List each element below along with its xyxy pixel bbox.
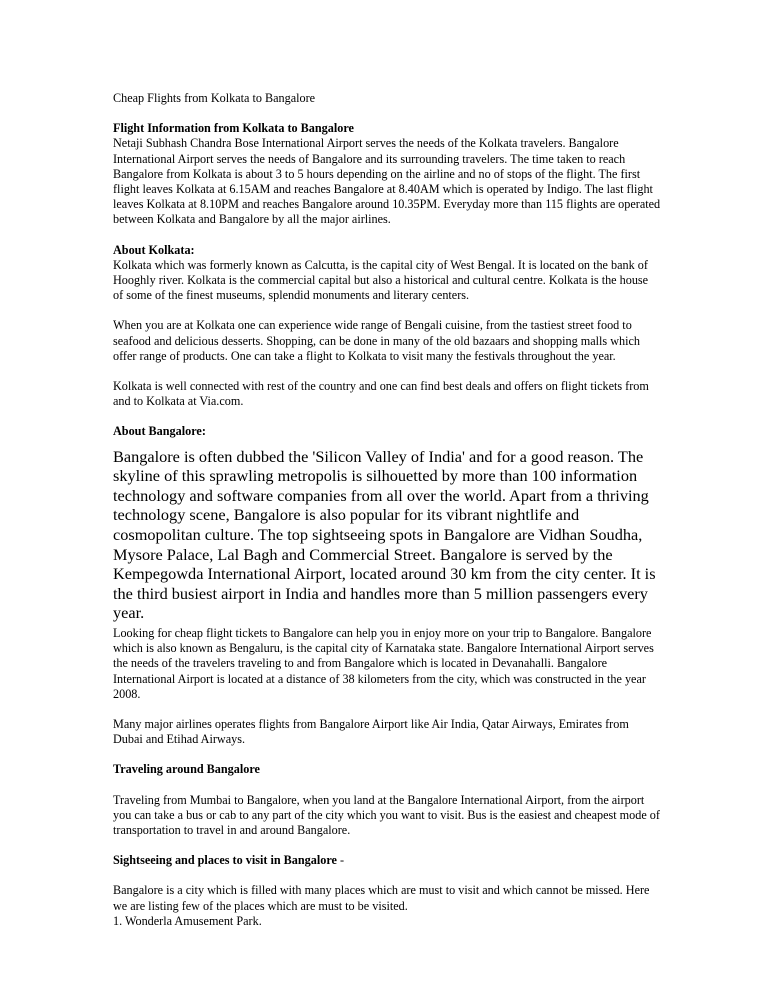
section-heading: Flight Information from Kolkata to Bangalore — [113, 121, 354, 136]
section-heading: About Bangalore: — [113, 424, 206, 439]
paragraph: Bangalore is a city which is filled with many places which are must to visit and which cannot be missed. Here we are listing few of the places which are must to be visited. — [113, 883, 650, 913]
section-sightseeing — [113, 853, 661, 929]
list-item: 1. Wonderla Amusement Park. — [113, 913, 262, 928]
section-heading: Sightseeing and places to visit in Bangalore — [113, 853, 337, 868]
document-title: Cheap Flights from Kolkata to Bangalore — [113, 91, 316, 105]
section-heading-line — [113, 853, 661, 868]
paragraph: Kolkata which was formerly known as Calcutta, is the capital city of West Bengal. It is located on the bank of Hooghly river. Kolkata is the commercial capital but also a historical and cultural centre. Kolkata is the house of some of the finest museums, splendid monuments and literary centers. — [113, 257, 649, 303]
paragraph: Netaji Subhash Chandra Bose International Airport serves the needs of the Kolkata travelers. Bangalore International Airport serves the needs of Bangalore and its surrounding travelers. The time taken to reach Bangalore from Kolkata is about 3 to 5 hours depending on the airline and no of stops of the flight. The first flight leaves Kolkata at 6.15AM and reaches Bangalore at 8.40AM which is operated by Indigo. The last flight leaves Kolkata at 8.10PM and reaches Bangalore around 10.35PM. Everyday more than 115 flights are operated between Kolkata and Bangalore by all the major airlines. — [113, 136, 661, 227]
paragraph: Many major airlines operates flights from Bangalore Airport like Air India, Qatar Airways, Emirates from Dubai and Etihad Airways. — [113, 717, 629, 747]
section-heading: Traveling around Bangalore — [113, 762, 260, 777]
document-page — [113, 91, 661, 929]
section-about-bangalore — [113, 424, 661, 747]
paragraph: Looking for cheap flight tickets to Bangalore can help you in enjoy more on your trip to Bangalore. Bangalore which is also known as Bengaluru, is the capital city of Karnataka state. Bangalore International Airport serves the needs of the travelers traveling to and from Bangalore which is located in Devanahalli. Bangalore International Airport is located at a distance of 38 kilometers from the city, which was constructed in the year 2008. — [113, 626, 654, 701]
section-heading: About Kolkata: — [113, 242, 195, 257]
paragraph: Kolkata is well connected with rest of the country and one can find best deals and offers on flight tickets from and to Kolkata at Via.com. — [113, 379, 649, 409]
section-traveling-around-bangalore — [113, 762, 661, 838]
section-about-kolkata — [113, 243, 661, 410]
paragraph: When you are at Kolkata one can experience wide range of Bengali cuisine, from the tastiest street food to seafood and delicious desserts. Shopping, can be done in many of the old bazaars and shopping malls which offer range of products. One can take a flight to Kolkata to visit many the festivals throughout the year. — [113, 318, 640, 363]
section-flight-information — [113, 121, 661, 227]
paragraph: Traveling from Mumbai to Bangalore, when you land at the Bangalore International Airport, from the airport you can take a bus or cab to any part of the city which you want to visit. Bus is the easiest and cheapest mode of transportation to travel in and around Bangalore. — [113, 792, 660, 838]
large-paragraph: Bangalore is often dubbed the 'Silicon Valley of India' and for a good reason. The skyline of this sprawling metropolis is silhouetted by more than 100 information technology and software companies from all over the world. Apart from a thriving technology scene, Bangalore is also popular for its vibrant nightlife and cosmopolitan culture. The top sightseeing spots in Bangalore are Vidhan Soudha, Mysore Palace, Lal Bagh and Commercial Street. Bangalore is served by the Kempegowda International Airport, located around 30 km from the city center. It is the third busiest airport in India and handles more than 5 million passengers every year. — [113, 446, 656, 623]
heading-dash: - — [336, 853, 345, 868]
